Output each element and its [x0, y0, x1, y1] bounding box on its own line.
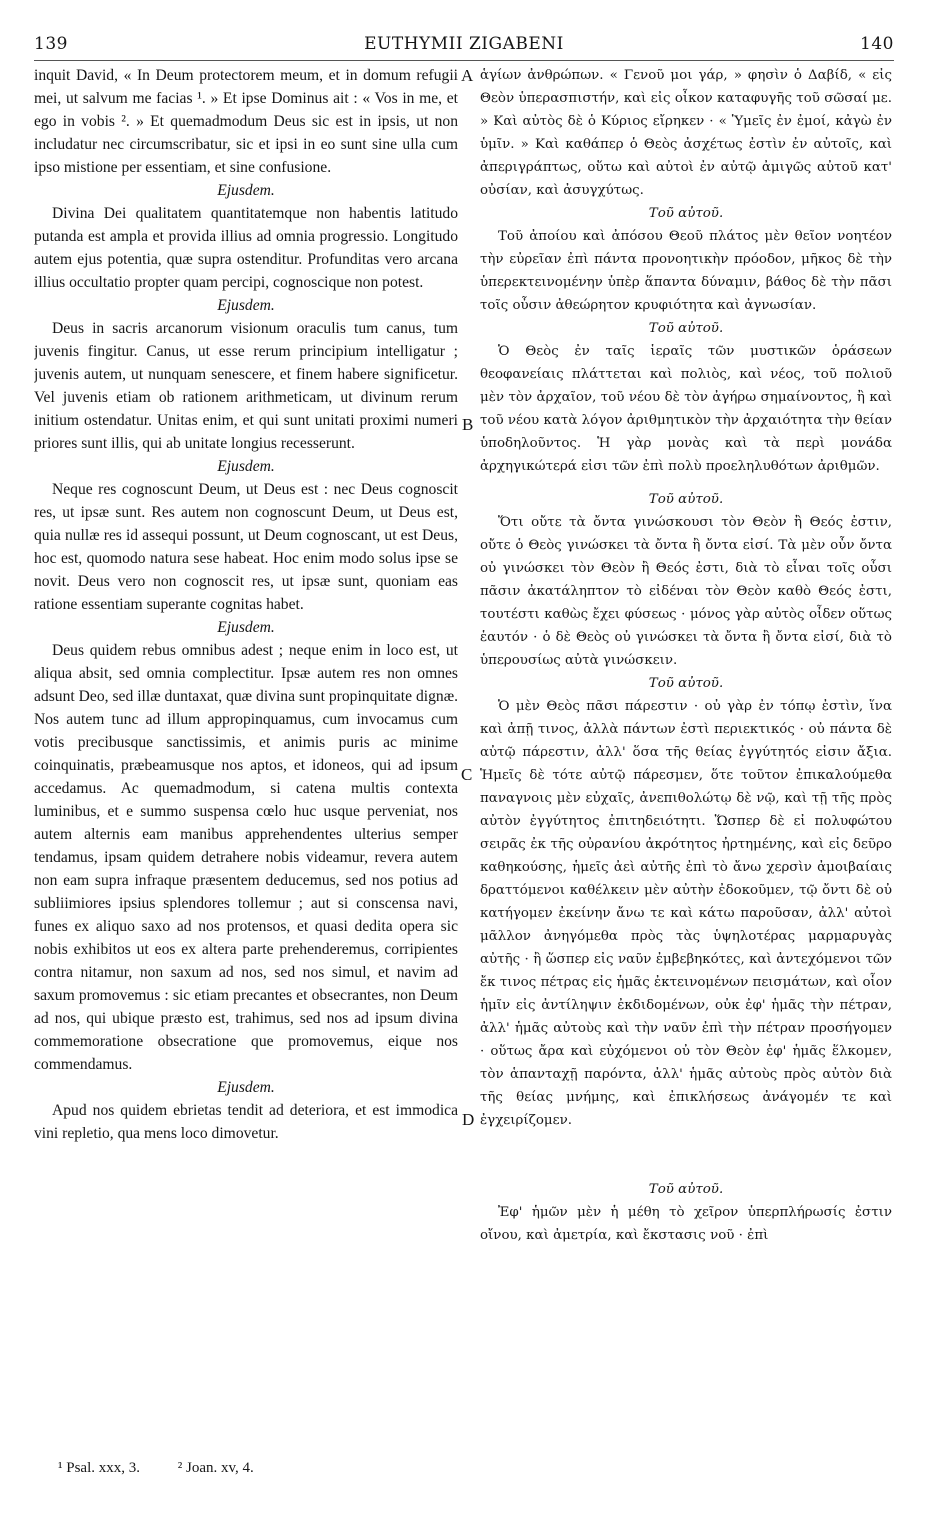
latin-section: [34, 294, 458, 455]
latin-section: [34, 179, 458, 294]
page-number-right: 140: [860, 34, 894, 54]
running-title: EUTHYMII ZIGABENI: [364, 34, 564, 54]
greek-section: [480, 672, 892, 1132]
greek-text: ἁγίων ἀνθρώπων. « Γενοῦ μοι γάρ, » φησὶν ὁ Δαβίδ, « εἰς Θεὸν ὑπερασπιστήν, καὶ εἰς οἶκον καταφυγῆς τοῦ σῶσαί με. » Καὶ αὐτὸς δὲ ὁ Κύριος εἴρηκεν · « Ὑμεῖς ἐν ἐμοί, κἀγὼ ἐν ὑμῖν. » Καὶ καθάπερ ὁ Θεὸς ἀσχέτως ἐστὶν ἐν αὐτοῖς, καὶ ἀπεριγράπτως, οὕτω καὶ αὐτοὶ ἐν αὐτῷ ἀμιγῶς αὐτοῦ κατ' οὐσίαν, καὶ ἀσυγχύτως.: [480, 68, 892, 198]
running-header: [34, 34, 894, 60]
latin-section: [34, 1076, 458, 1145]
latin-section: [34, 455, 458, 616]
latin-section-title: Ejusdem.: [217, 1079, 275, 1096]
latin-text: Deus quidem rebus omnibus adest ; neque enim in loco est, ut aliqua absit, sed omnia complectitur. Ipsæ autem res non omnes adsunt Deo, sed illæ duntaxat, quæ divina sunt propinquitate dignæ. Nos autem tunc ad illum appropinquamus, cum invocamus cum votis precibusque sanctissimis, et animis puris ac minime coinquinatis, præbeamusque nos aptos, et idoneos, qui ad ipsum accedamus. Ac quemadmodum, si catena multis contexta luminibus, et e summo suspensa cœlo huc usque perveniat, nos autem alternis eam manibus apprehendentes ulterius semper tendamus, ipsam quidem detrahere nobis videamur, revera autem non eam supra infraque præsentem deducemus, sed nos potius ad subliimiores ipsius splendores tollemur ; aut si conscensa navi, funes ex aliquo saxo ad nos protensos, et quasi dedita opera sic nobis exhibitos ut eos ex altera parte prehenderemus, corripientes contra nitamur, non saxum ad nos, sed nos simul, et navim ad saxum promovemus : sic etiam precantes et obsecrantes, non Deum ad nos, qui ubique præsto est, trahimus, sed nos ad ipsum divina commemoratione obsecratione que promovemus, eique nos commendamus.: [34, 642, 458, 1073]
greek-section-title: Τοῦ αὐτοῦ.: [648, 321, 724, 336]
greek-section-title: Τοῦ αὐτοῦ.: [648, 1182, 724, 1197]
latin-section: [34, 64, 458, 179]
latin-section-title: Ejusdem.: [217, 297, 275, 314]
greek-section: [480, 1178, 892, 1247]
margin-letter-b: B: [462, 415, 474, 434]
footnote: ² Joan. xv, 4.: [177, 1460, 254, 1476]
latin-text: inquit David, « In Deum protectorem meum, et in domum refugii mei, ut salvum me facias ¹. » Et ipse Dominus ait : « Vos in me, et ego in vobis ². » Et quemadmodum Deus sic est in ipsis, ut non includatur nec circumscribatur, sic et ipsi in eo sunt sine ulla cum ipso mistione per essentiam, et sine confusione.: [34, 67, 458, 176]
latin-text: Neque res cognoscunt Deum, ut Deus est : nec Deus cognoscit res, ut ipsæ sunt. Res autem non cognoscunt Deum, ut Deus est, quia nullæ res id assequi possunt, ut Deum cognoscant, ut est Deus, hoc est, quomodo natura sese habeat. Hoc enim modo solus ipse se novit. Deus vero non cognoscit res, ut ipsæ sunt, quoniam eas ratione essentiam superante cognitas habet.: [34, 481, 458, 613]
footnotes: [58, 1460, 458, 1477]
greek-text: Ὅτι οὔτε τὰ ὄντα γινώσκουσι τὸν Θεὸν ἢ Θεός ἐστιν, οὔτε ὁ Θεὸς γινώσκει τὰ ὄντα ἢ ὄντα εἰσί. Τὰ μὲν οὖν ὄντα οὐ γινώσκει τὸν Θεὸν ἢ Θεός ἐστι, διὰ τὸ εἶναι τοῖς οὖσι πᾶσιν ἀκατάληπτον τὸ εἰδέναι τὸν Θεὸν καθὸ Θεός ἐστι, τουτέστι καθὼς ἔχει φύσεως · μόνος γὰρ αὐτὸς οἶδεν οὕτως ἑαυτόν · ὁ δὲ Θεὸς οὐ γινώσκει τὰ ὄντα ἢ ὄντα εἰσί, διὰ τὸ ὑπερουσίως αὐτὰ γινώσκειν.: [480, 515, 892, 668]
greek-section-title: Τοῦ αὐτοῦ.: [648, 492, 724, 507]
greek-text: Ἐφ' ἡμῶν μὲν ἡ μέθη τὸ χεῖρον ὑπερπλήρωσίς ἐστιν οἴνου, καὶ ἀμετρία, καὶ ἔκστασις νοῦ · ἐπὶ: [480, 1205, 892, 1243]
margin-letter-d: D: [462, 1110, 475, 1129]
latin-section: [34, 616, 458, 1076]
latin-section-title: Ejusdem.: [217, 182, 275, 199]
latin-text: Deus in sacris arcanorum visionum oraculis tum canus, tum juvenis fingitur. Canus, ut esse rerum principium intelligatur ; juvenis autem, ut nunquam senescere, et finem habere significetur. Vel juvenis etiam ob rationem arithmeticam, ut divinum rerum initium ostendatur. Unitas enim, et qui sunt unitati proximi numeri priores sunt illis, qui ab unitate longius recesserunt.: [34, 320, 458, 452]
greek-section: [480, 202, 892, 317]
greek-text: Ὁ μὲν Θεὸς πᾶσι πάρεστιν · οὐ γὰρ ἐν τόπῳ ἐστὶν, ἵνα καὶ ἀπῇ τινος, ἀλλὰ πάντων ἐστὶ περιεκτικός · οὐ πάντα δὲ αὐτῷ πάρεστιν, ἀλλ' ὅσα τῆς θείας ἐγγύτητός εἰσιν ἄξια. Ἡμεῖς δὲ τότε αὐτῷ πάρεσμεν, ὅτε τοῦτον ἐπικαλούμεθα παναγνοις μὲν εὐχαῖς, ἀνεπιθολώτῳ δὲ νῷ, καὶ τῇ τῆς πρὸς αὐτὸν ἐγγύτητος ἐπιτηδειότητι. Ὥσπερ δὲ εἰ πολυφώτου σειρᾶς ἐκ τῆς οὐρανίου ἀκρότητος ἠρτημένης, καὶ εἰς δεῦρο καθηκούσης, ἡμεῖς ἀεὶ αὐτῆς ἐπὶ τὸ ἄνω χερσὶν ἀμοιβαίαις δραττόμενοι καθέλκειν μὲν αὐτὴν ἐδοκοῦμεν, τῷ ὄντι δὲ οὐ κατήγομεν ἐκείνην ἄνω τε καὶ κάτω παροῦσαν, ἀλλ' αὐτοὶ μᾶλλον ἀνηγόμεθα πρὸς τὰς ὑψηλοτέρας μαρμαρυγὰς αὐτῆς · ἢ ὥσπερ εἰς ναῦν ἐμβεβηκότες, καὶ ἀντεχόμενοι τῶν ἔκ τινος πέτρας εἰς ἡμᾶς ἐκτεινομένων πεισμάτων, καὶ οἷον ἡμῖν εἰς ἀντίληψιν ἐκδιδομένων, οὐκ ἐφ' ἡμᾶς τὴν πέτραν, ἀλλ' ἡμᾶς αὐτοὺς καὶ τὴν ναῦν ἐπὶ τὴν πέτραν προσήγομεν · οὕτως ἄρα καὶ εὐχόμενοι οὐ τὸν Θεὸν ἐφ' ἡμᾶς ἕλκομεν, τὸν ἁπανταχῇ παρόντα, ἀλλ' ἡμᾶς αὐτοὺς πρὸς αὐτὸν διὰ τῆς θείας μνήμης, καὶ ἐπικλήσεως ἀνάγομέν τε καὶ ἐγχειρίζομεν.: [480, 699, 892, 1128]
header-rule: [34, 60, 894, 61]
footnote: ¹ Psal. xxx, 3.: [58, 1460, 141, 1476]
latin-column: [34, 64, 458, 1464]
margin-letter-c: C: [461, 765, 473, 784]
latin-text: Apud nos quidem ebrietas tendit ad deteriora, et est immodica vini repletio, qua mens loco dimovetur.: [34, 1102, 458, 1142]
greek-section: [480, 317, 892, 478]
greek-text: Τοῦ ἀποίου καὶ ἀπόσου Θεοῦ πλάτος μὲν θεῖον νοητέον τὴν εὐρεῖαν ἐπὶ πάντα προνοητικὴν πρόοδον, μῆκος δὲ τὴν ὑπερεκτεινομένην ὑπὲρ ἅπαντα δύναμιν, βάθος δὲ τὴν πᾶσι τοῖς οὖσιν ἀθεώρητον κρυφιότητα καὶ ἀγνωσίαν.: [480, 229, 892, 313]
latin-section-title: Ejusdem.: [217, 458, 275, 475]
greek-section-title: Τοῦ αὐτοῦ.: [648, 676, 724, 691]
page-number-left: 139: [34, 34, 68, 54]
greek-section-title: Τοῦ αὐτοῦ.: [648, 206, 724, 221]
margin-letter-a: A: [461, 66, 474, 85]
greek-text: Ὁ Θεὸς ἐν ταῖς ἱεραῖς τῶν μυστικῶν ὁράσεων θεοφανείαις πλάττεται καὶ πολιὸς, καὶ νέος, τοῦ πολιοῦ μὲν τὸν ἀρχαῖον, τοῦ νέου δὲ τὸν ἀγήρω σημαίνοντος, ἢ καὶ τοῦ νέου κατὰ λόγον ἀριθμητικὸν τὴν ἀρχαιότητα τὴν θείαν ὑποδηλοῦντος. Ἡ γὰρ μονὰς καὶ τὰ περὶ μονάδα ἀρχηγικώτερά εἰσι τῶν ἐπὶ πολὺ προεληλυθότων ἀριθμῶν.: [480, 344, 892, 474]
latin-section-title: Ejusdem.: [217, 619, 275, 636]
greek-column: [480, 64, 892, 1464]
greek-section: [480, 488, 892, 672]
greek-section: [480, 64, 892, 202]
latin-text: Divina Dei qualitatem quantitatemque non habentis latitudo putanda est ampla et provida illius ad omnia progressio. Longitudo autem ejus potentia, quæ supra ostenditur. Profunditas vero arcana illius occultatio propter quam percipi, cognoscique non potest.: [34, 205, 458, 291]
